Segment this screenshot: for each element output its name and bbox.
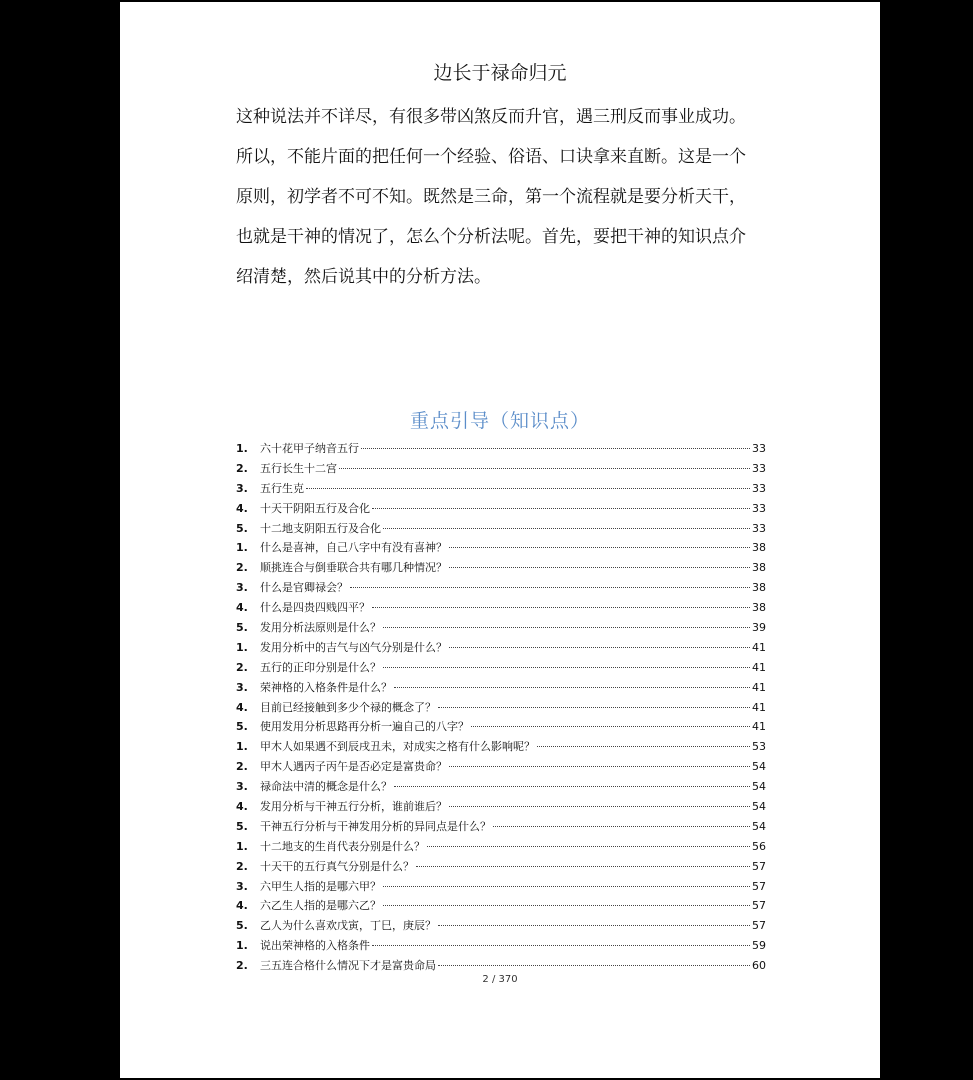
toc-entry[interactable] <box>236 857 766 877</box>
toc-leader-dots <box>361 448 750 449</box>
toc-entry-number: 4. <box>236 601 248 615</box>
toc-entry-title: 乙人为什么喜欢戊寅，丁巳，庚辰？ <box>260 919 436 933</box>
toc-entry[interactable] <box>236 519 766 539</box>
toc-entry[interactable] <box>236 837 766 857</box>
toc-entry-title: 三五连合格什么情况下才是富贵命局 <box>260 959 436 973</box>
toc-entry[interactable] <box>236 877 766 897</box>
toc-leader-dots <box>493 826 750 827</box>
paragraph-line: 所以，不能片面的把任何一个经验、俗语、口诀拿来直断。这是一个 <box>236 147 746 167</box>
toc-entry-title: 六乙生人指的是哪六乙？ <box>260 899 381 913</box>
toc-entry-number: 2. <box>236 760 248 774</box>
toc-leader-dots <box>372 945 750 946</box>
toc-entry-page: 33 <box>752 461 766 475</box>
toc-leader-dots <box>438 965 750 966</box>
toc-entry-number: 1. <box>236 740 248 754</box>
toc-entry-page: 38 <box>752 581 766 595</box>
toc-entry-title: 荣神格的入格条件是什么？ <box>260 680 392 694</box>
paragraph-line: 绍清楚，然后说其中的分析方法。 <box>236 267 491 287</box>
toc-leader-dots <box>449 647 750 648</box>
toc-entry-page: 38 <box>752 541 766 555</box>
toc-entry-number: 5. <box>236 720 248 734</box>
toc-entry[interactable] <box>236 698 766 718</box>
toc-entry-number: 2. <box>236 660 248 674</box>
toc-entry-title: 说出荣神格的入格条件 <box>260 939 370 953</box>
toc-entry-page: 41 <box>752 720 766 734</box>
toc-entry-number: 2. <box>236 959 248 973</box>
toc-entry-number: 2. <box>236 461 248 475</box>
toc-entry-title: 六甲生人指的是哪六甲？ <box>260 879 381 893</box>
toc-leader-dots <box>372 508 750 509</box>
toc-entry-page: 53 <box>752 740 766 754</box>
toc-entry[interactable] <box>236 538 766 558</box>
toc-entry-page: 57 <box>752 859 766 873</box>
toc-entry-number: 5. <box>236 819 248 833</box>
paragraph-line: 也就是干神的情况了，怎么个分析法呢。首先，要把干神的知识点介 <box>236 227 746 247</box>
toc-entry-number: 3. <box>236 879 248 893</box>
toc-entry-number: 4. <box>236 800 248 814</box>
document-page <box>120 2 880 1078</box>
toc-entry[interactable] <box>236 658 766 678</box>
toc-entry-number: 3. <box>236 780 248 794</box>
toc-entry-number: 4. <box>236 700 248 714</box>
toc-entry-page: 41 <box>752 680 766 694</box>
toc-leader-dots <box>394 687 750 688</box>
toc-entry-title: 发用分析与干神五行分析，谁前谁后？ <box>260 800 447 814</box>
toc-entry-number: 5. <box>236 621 248 635</box>
toc-entry-page: 57 <box>752 879 766 893</box>
toc-entry-page: 54 <box>752 760 766 774</box>
toc-entry-number: 4. <box>236 899 248 913</box>
toc-heading: 重点引导（知识点） <box>409 410 590 432</box>
toc-leader-dots <box>306 488 750 489</box>
toc-entry-number: 4. <box>236 501 248 515</box>
toc-entry[interactable] <box>236 777 766 797</box>
toc-entry-number: 1. <box>236 541 248 555</box>
toc-entry-number: 3. <box>236 481 248 495</box>
toc-entry[interactable] <box>236 499 766 519</box>
toc-entry-title: 五行生克 <box>260 481 304 495</box>
toc-leader-dots <box>438 707 750 708</box>
toc-leader-dots <box>372 607 750 608</box>
toc-leader-dots <box>394 786 750 787</box>
toc-entry-page: 38 <box>752 561 766 575</box>
toc-leader-dots <box>537 746 750 747</box>
toc-entry-title: 六十花甲子纳音五行 <box>260 442 359 455</box>
toc-entry-page: 38 <box>752 601 766 615</box>
toc-entry-page: 59 <box>752 939 766 953</box>
toc-leader-dots <box>383 667 750 668</box>
toc-entry[interactable] <box>236 797 766 817</box>
toc-leader-dots <box>449 547 750 548</box>
toc-entry[interactable] <box>236 717 766 737</box>
toc-entry-title: 甲木人遇丙子丙午是否必定是富贵命？ <box>260 760 447 774</box>
toc-entry-number: 1. <box>236 839 248 853</box>
toc-entry-page: 54 <box>752 800 766 814</box>
toc-entry[interactable] <box>236 578 766 598</box>
toc-entry-page: 41 <box>752 660 766 674</box>
toc-entry-number: 3. <box>236 680 248 694</box>
toc-entry[interactable] <box>236 817 766 837</box>
toc-entry-page: 41 <box>752 700 766 714</box>
toc-entry-title: 什么是喜神，自己八字中有没有喜神？ <box>260 541 447 555</box>
toc-entry-page: 57 <box>752 899 766 913</box>
toc-entry[interactable] <box>236 936 766 956</box>
toc-leader-dots <box>383 905 750 906</box>
page-title: 边长于禄命归元 <box>433 62 567 84</box>
toc-entry-number: 1. <box>236 939 248 953</box>
toc-leader-dots <box>438 925 750 926</box>
toc-entry-title: 十天干的五行真气分别是什么？ <box>260 859 414 873</box>
toc-entry-title: 顺挑连合与倒垂联合共有哪几种情况？ <box>260 561 447 575</box>
toc-leader-dots <box>350 587 750 588</box>
toc-entry-title: 使用发用分析思路再分析一遍自己的八字？ <box>260 720 469 734</box>
toc-entry-page: 54 <box>752 780 766 794</box>
toc-leader-dots <box>427 846 750 847</box>
toc-leader-dots <box>383 528 750 529</box>
toc-entry-title: 十天干阴阳五行及合化 <box>260 501 370 515</box>
page-number: 2 / 370 <box>482 974 518 985</box>
toc-entry-title: 目前已经接触到多少个禄的概念了？ <box>260 700 436 714</box>
toc-entry-number: 2. <box>236 561 248 575</box>
toc-entry-page: 33 <box>752 521 766 535</box>
toc-entry-number: 3. <box>236 581 248 595</box>
table-of-contents <box>236 439 766 976</box>
toc-entry[interactable] <box>236 757 766 777</box>
toc-entry-title: 十二地支阴阳五行及合化 <box>260 521 381 535</box>
toc-entry[interactable] <box>236 916 766 936</box>
toc-entry-page: 39 <box>752 621 766 635</box>
toc-entry-page: 41 <box>752 640 766 654</box>
toc-entry[interactable] <box>236 558 766 578</box>
toc-leader-dots <box>383 627 750 628</box>
paragraph-line: 原则，初学者不可不知。既然是三命，第一个流程就是要分析天干， <box>236 187 746 207</box>
toc-entry-title: 什么是四贵四贱四平？ <box>260 601 370 615</box>
toc-leader-dots <box>416 866 750 867</box>
toc-entry-title: 什么是官卿禄会？ <box>260 581 348 595</box>
toc-entry-number: 2. <box>236 859 248 873</box>
toc-leader-dots <box>449 766 750 767</box>
toc-entry-title: 干神五行分析与干神发用分析的异同点是什么？ <box>260 819 491 833</box>
toc-leader-dots <box>449 567 750 568</box>
toc-entry-title: 发用分析中的吉气与凶气分别是什么？ <box>260 640 447 654</box>
toc-leader-dots <box>471 726 750 727</box>
toc-entry[interactable] <box>236 598 766 618</box>
toc-entry[interactable] <box>236 618 766 638</box>
toc-entry[interactable] <box>236 737 766 757</box>
toc-entry-number: 1. <box>236 442 248 455</box>
toc-entry-title: 十二地支的生肖代表分别是什么？ <box>260 839 425 853</box>
toc-entry-page: 54 <box>752 819 766 833</box>
toc-entry-title: 五行的正印分别是什么？ <box>260 660 381 674</box>
toc-entry[interactable] <box>236 638 766 658</box>
toc-entry[interactable] <box>236 678 766 698</box>
toc-entry[interactable] <box>236 459 766 479</box>
toc-entry[interactable] <box>236 439 766 459</box>
toc-leader-dots <box>383 886 750 887</box>
toc-entry-page: 33 <box>752 481 766 495</box>
toc-leader-dots <box>339 468 750 469</box>
toc-entry-title: 五行长生十二宫 <box>260 461 337 475</box>
toc-entry-page: 33 <box>752 442 766 455</box>
toc-entry-title: 禄命法中清的概念是什么？ <box>260 780 392 794</box>
toc-entry-page: 33 <box>752 501 766 515</box>
toc-entry-number: 5. <box>236 919 248 933</box>
body-paragraph <box>236 97 796 297</box>
toc-entry-page: 60 <box>752 959 766 973</box>
toc-entry-number: 5. <box>236 521 248 535</box>
toc-leader-dots <box>449 806 750 807</box>
toc-entry-title: 甲木人如果遇不到辰戌丑未，对成实之格有什么影响呢？ <box>260 740 535 754</box>
toc-entry[interactable] <box>236 479 766 499</box>
toc-entry-page: 57 <box>752 919 766 933</box>
toc-entry-title: 发用分析法原则是什么？ <box>260 621 381 635</box>
toc-entry[interactable] <box>236 896 766 916</box>
toc-entry-page: 56 <box>752 839 766 853</box>
paragraph-line: 这种说法并不详尽，有很多带凶煞反而升官，遇三刑反而事业成功。 <box>236 107 746 127</box>
toc-entry-number: 1. <box>236 640 248 654</box>
